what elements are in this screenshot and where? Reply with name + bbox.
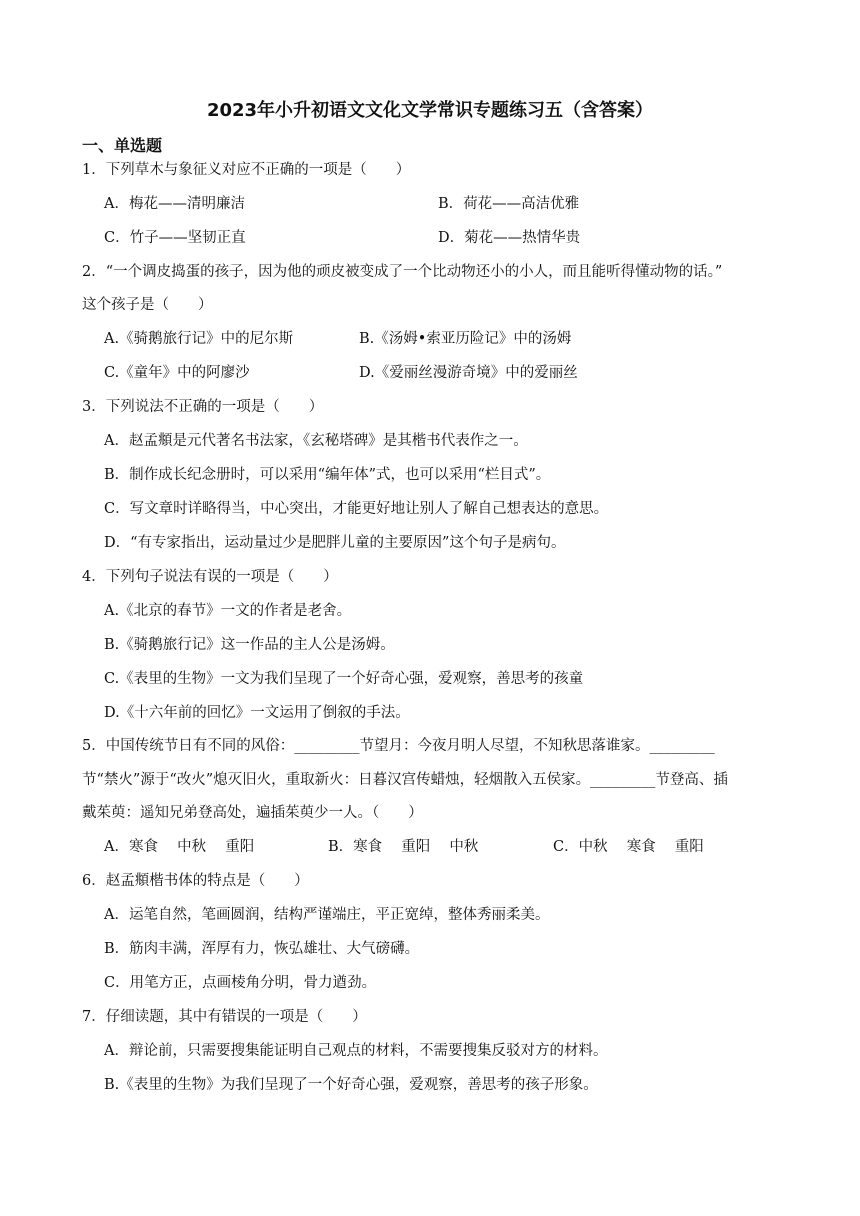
q3-option-d: D．“有专家指出，运动量过少是肥胖儿童的主要原因”这个句子是病句。 [104, 535, 566, 551]
q6-option-a: A．运笔自然，笔画圆润，结构严谨端庄，平正宽绰，整体秀丽柔美。 [104, 907, 550, 923]
q1-stem: 1．下列草木与象征义对应不正确的一项是（ ） [82, 162, 411, 178]
q4-option-c: C.《表里的生物》一文为我们呈现了一个好奇心强，爱观察，善思考的孩童 [104, 671, 584, 687]
q1-option-a: A．梅花——清明廉洁 [104, 196, 245, 212]
q5-stem-line2: 节“禁火”源于“改火”熄灭旧火，重取新火：日暮汉宫传蜡烛，轻烟散入五侯家。_________节登高、插 [82, 772, 728, 788]
q6-option-c: C．用笔方正，点画棱角分明，骨力遒劲。 [104, 975, 377, 991]
q2-option-b: B.《汤姆•索亚历险记》中的汤姆 [359, 331, 572, 347]
q2-option-d: D.《爱丽丝漫游奇境》中的爱丽丝 [359, 365, 578, 381]
q5-option-c: C．中秋 寒食 重阳 [553, 839, 704, 855]
q1-option-d: D．菊花——热情华贵 [438, 230, 581, 246]
q1-option-b: B．荷花——高洁优雅 [438, 196, 580, 212]
q2-option-a: A.《骑鹅旅行记》中的尼尔斯 [104, 331, 294, 347]
q7-option-a: A．辩论前，只需要搜集能证明自己观点的材料，不需要搜集反驳对方的材料。 [104, 1043, 608, 1059]
q1-option-c: C．竹子——坚韧正直 [104, 230, 246, 246]
q3-stem: 3．下列说法不正确的一项是（ ） [82, 399, 324, 415]
q2-stem-line1: 2．“一个调皮捣蛋的孩子，因为他的顽皮被变成了一个比动物还小的小人，而且能听得懂动物的话。” [82, 264, 723, 280]
q2-stem-line2: 这个孩子是（ ） [82, 297, 213, 313]
q7-stem: 7．仔细读题，其中有错误的一项是（ ） [82, 1009, 367, 1025]
q5-stem-line1: 5．中国传统节日有不同的风俗：_________节望月：今夜月明人尽望，不知秋思落谁家。_________ [82, 738, 715, 754]
q5-option-b: B．寒食 重阳 中秋 [328, 839, 479, 855]
q4-stem: 4．下列句子说法有误的一项是（ ） [82, 569, 338, 585]
q4-option-a: A.《北京的春节》一文的作者是老舍。 [104, 603, 352, 619]
section-heading: 一、单选题 [82, 136, 163, 155]
q4-option-b: B.《骑鹅旅行记》这一作品的主人公是汤姆。 [104, 637, 395, 653]
q3-option-a: A．赵孟頫是元代著名书法家，《玄秘塔碑》是其楷书代表作之一。 [104, 433, 528, 449]
page-title: 2023年小升初语文文化文学常识专题练习五（含答案） [206, 100, 654, 121]
q3-option-b: B．制作成长纪念册时，可以采用“编年体”式，也可以采用“栏目式”。 [104, 467, 551, 483]
q4-option-d: D.《十六年前的回忆》一文运用了倒叙的手法。 [104, 705, 410, 721]
q7-option-b: B.《表里的生物》为我们呈现了一个好奇心强，爱观察，善思考的孩子形象。 [104, 1077, 598, 1093]
q6-option-b: B．筋肉丰满，浑厚有力，恢弘雄壮、大气磅礴。 [104, 941, 420, 957]
q6-stem: 6．赵孟頫楷书体的特点是（ ） [82, 873, 309, 889]
q3-option-c: C．写文章时详略得当，中心突出，才能更好地让别人了解自己想表达的意思。 [104, 501, 609, 517]
q2-option-c: C.《童年》中的阿廖沙 [104, 365, 250, 381]
q5-option-a: A．寒食 中秋 重阳 [104, 839, 255, 855]
q5-stem-line3: 戴茱萸：遥知兄弟登高处，遍插茱萸少一人。（ ） [82, 805, 423, 821]
